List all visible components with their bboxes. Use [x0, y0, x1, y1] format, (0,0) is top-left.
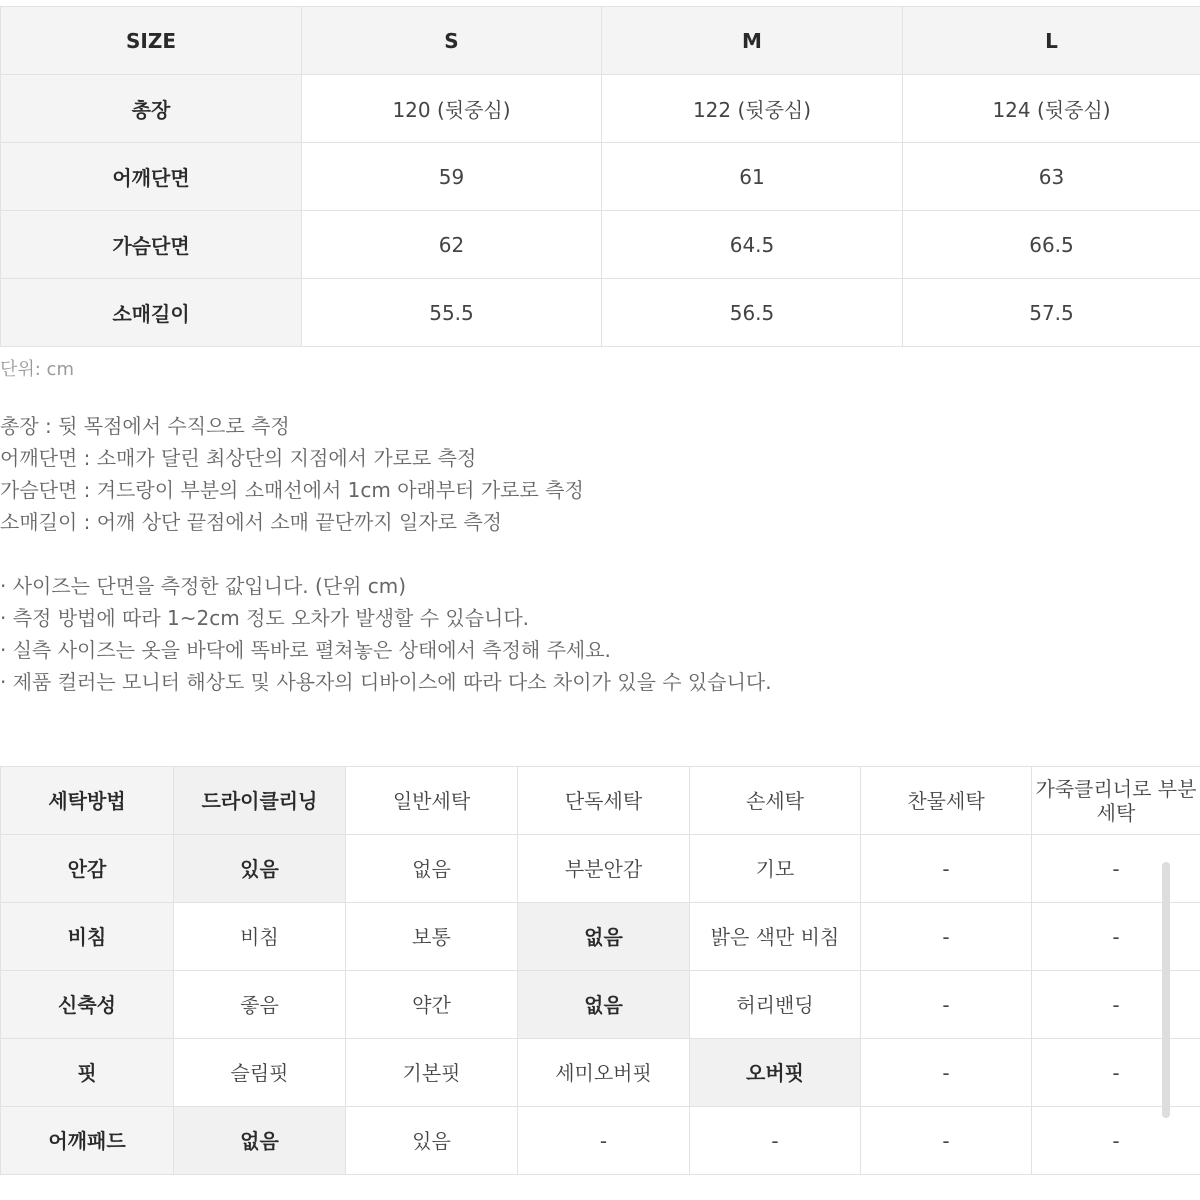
size-tips [0, 570, 772, 698]
size-value-cell: 64.5 [602, 211, 903, 279]
measure-note: 어깨단면 : 소매가 달린 최상단의 지점에서 가로로 측정 [0, 446, 477, 470]
care-row-label: 핏 [1, 1039, 174, 1107]
size-row-label: 가슴단면 [1, 211, 302, 279]
care-option-cell: 없음 [518, 903, 690, 971]
size-row-sleeve [1, 279, 1200, 347]
care-option-cell: 있음 [174, 835, 346, 903]
care-row-sheerness [1, 903, 1200, 971]
care-option-cell: 세미오버핏 [518, 1039, 690, 1107]
care-option-cell: 약간 [346, 971, 518, 1039]
care-option-cell: - [861, 971, 1032, 1039]
care-option-cell: - [861, 835, 1032, 903]
care-option-cell: - [1032, 1107, 1200, 1175]
size-header-cell: S [302, 7, 602, 75]
measure-note: 가슴단면 : 겨드랑이 부분의 소매선에서 1cm 아래부터 가로로 측정 [0, 478, 584, 502]
size-value-cell: 62 [302, 211, 602, 279]
care-option-cell: 있음 [346, 1107, 518, 1175]
size-value-cell: 55.5 [302, 279, 602, 347]
size-value-cell: 66.5 [903, 211, 1200, 279]
care-option-cell: 좋음 [174, 971, 346, 1039]
care-option-cell: 일반세탁 [346, 767, 518, 835]
care-option-cell: 비침 [174, 903, 346, 971]
care-row-label: 신축성 [1, 971, 174, 1039]
size-value-cell: 56.5 [602, 279, 903, 347]
size-value-cell: 122 (뒷중심) [602, 75, 903, 143]
tip-item: · 사이즈는 단면을 측정한 값입니다. (단위 cm) [0, 574, 407, 598]
care-option-cell: - [861, 1039, 1032, 1107]
size-header-row [1, 7, 1200, 75]
care-option-cell: 손세탁 [690, 767, 861, 835]
care-option-cell: 단독세탁 [518, 767, 690, 835]
care-row-lining [1, 835, 1200, 903]
care-row-label: 세탁방법 [1, 767, 174, 835]
care-option-cell: - [1032, 835, 1200, 903]
care-option-cell: 없음 [518, 971, 690, 1039]
care-row-fit [1, 1039, 1200, 1107]
measure-note: 소매길이 : 어깨 상단 끝점에서 소매 끝단까지 일자로 측정 [0, 510, 502, 534]
care-option-cell: 찬물세탁 [861, 767, 1032, 835]
care-option-cell: 없음 [346, 835, 518, 903]
care-option-cell: 기본핏 [346, 1039, 518, 1107]
size-value-cell: 61 [602, 143, 903, 211]
care-row-label: 비침 [1, 903, 174, 971]
size-row-total-length [1, 75, 1200, 143]
size-header-cell: L [903, 7, 1200, 75]
size-row-label: 총장 [1, 75, 302, 143]
care-option-cell: 드라이클리닝 [174, 767, 346, 835]
care-option-cell: - [1032, 971, 1200, 1039]
size-row-shoulder [1, 143, 1200, 211]
care-row-label: 안감 [1, 835, 174, 903]
care-table [0, 766, 1200, 1175]
size-header-cell: M [602, 7, 903, 75]
tip-item: · 제품 컬러는 모니터 해상도 및 사용자의 디바이스에 따라 다소 차이가 있을 수 있습니다. [0, 670, 772, 694]
measure-notes [0, 410, 584, 538]
care-option-cell: 오버핏 [690, 1039, 861, 1107]
measure-note: 총장 : 뒷 목점에서 수직으로 측정 [0, 414, 290, 438]
care-option-cell: - [1032, 1039, 1200, 1107]
care-option-cell: 밝은 색만 비침 [690, 903, 861, 971]
care-option-cell: - [1032, 903, 1200, 971]
care-row-wash [1, 767, 1200, 835]
care-option-cell: - [861, 903, 1032, 971]
care-option-cell: 기모 [690, 835, 861, 903]
size-value-cell: 59 [302, 143, 602, 211]
size-value-cell: 57.5 [903, 279, 1200, 347]
care-option-cell: 없음 [174, 1107, 346, 1175]
care-option-cell: 보통 [346, 903, 518, 971]
care-option-cell: 가죽클리너로 부분세탁 [1032, 767, 1200, 835]
tip-item: · 측정 방법에 따라 1~2cm 정도 오차가 발생할 수 있습니다. [0, 606, 530, 630]
size-row-label: 어깨단면 [1, 143, 302, 211]
care-row-shoulder-pad [1, 1107, 1200, 1175]
tip-item: · 실측 사이즈는 옷을 바닥에 똑바로 펼쳐놓은 상태에서 측정해 주세요. [0, 638, 611, 662]
size-value-cell: 124 (뒷중심) [903, 75, 1200, 143]
care-option-cell: - [861, 1107, 1032, 1175]
size-row-label: 소매길이 [1, 279, 302, 347]
size-value-cell: 120 (뒷중심) [302, 75, 602, 143]
size-header-cell: SIZE [1, 7, 302, 75]
care-row-stretch [1, 971, 1200, 1039]
size-row-chest [1, 211, 1200, 279]
unit-note: 단위: cm [0, 359, 74, 380]
care-option-cell: 부분안감 [518, 835, 690, 903]
care-option-cell: 슬림핏 [174, 1039, 346, 1107]
scrollbar-thumb[interactable] [1162, 862, 1170, 1118]
care-row-label: 어깨패드 [1, 1107, 174, 1175]
care-option-cell: - [690, 1107, 861, 1175]
care-option-cell: 허리밴딩 [690, 971, 861, 1039]
care-option-cell: - [518, 1107, 690, 1175]
size-table [0, 6, 1200, 347]
size-value-cell: 63 [903, 143, 1200, 211]
